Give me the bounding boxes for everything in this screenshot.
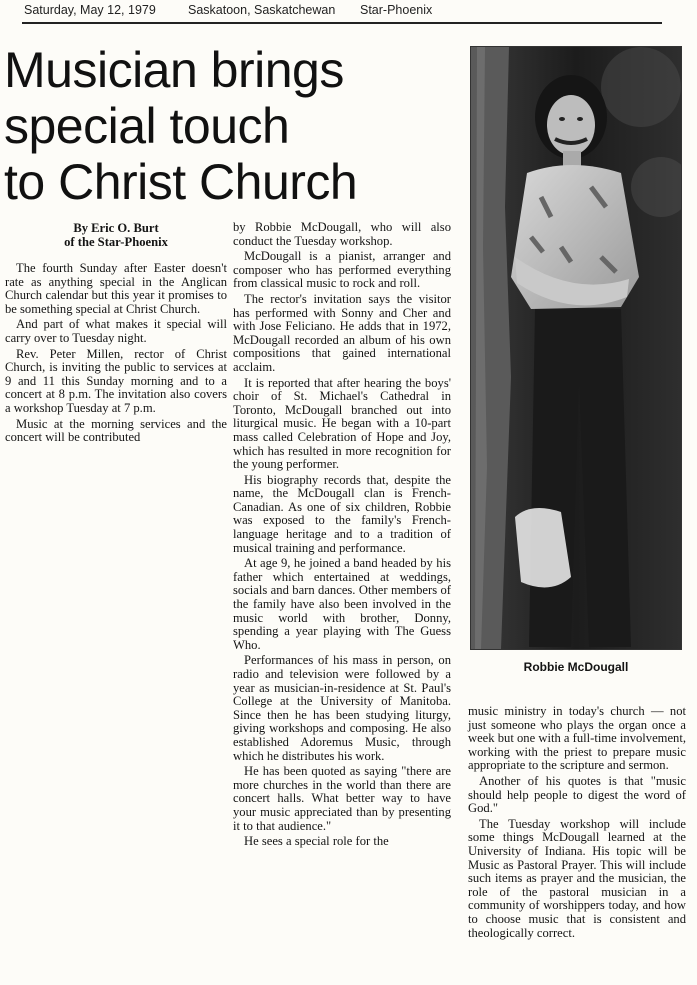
photo-caption: Robbie McDougall: [523, 660, 629, 674]
article-paragraph: Music at the morning services and the concert will be contributed: [5, 416, 227, 445]
article-paragraph: It is reported that after hearing the boys' choir of St. Michael's Cathedral in Toronto, McDougall branched out into liturgical music. He began with a 10-part mass called Celebration of Hope and Joy, which has resulted in more recognition for the young performer.: [233, 375, 451, 472]
article-paragraph: music ministry in today's church — not just someone who plays the organ once a week but one with a full-time involvement, working with the priest to prepare music appropriate to the scripture and sermon.: [468, 704, 686, 773]
article-column-3: [468, 705, 686, 942]
article-paragraph: Performances of his mass in person, on radio and television were followed by a year as musician-in-residence at St. Paul's College at the University of Manitoba. Since then he has been studying liturgy, giving workshops and composing. He also established Adoremus Music, through which he distributes his work.: [233, 653, 451, 763]
article-paragraph: He sees a special role for the: [244, 834, 389, 849]
article-paragraph: Another of his quotes is that "music should help people to digest the word of God.": [468, 773, 686, 816]
page-header: [22, 3, 662, 19]
header-location: Saskatoon, Saskatchewan: [188, 3, 336, 17]
article-paragraph: The rector's invitation says the visitor has performed with Sonny and Cher and with Jose Feliciano. He adds that in 1972, McDougall recorded an album of his own compositions that gained international acclaim.: [233, 291, 451, 374]
header-date: Saturday, May 12, 1979: [24, 3, 156, 17]
byline-affiliation: of the Star-Phoenix: [64, 235, 168, 249]
musician-photo: [470, 46, 682, 650]
article-paragraph: The fourth Sunday after Easter doesn't rate as anything special in the Anglican Church calendar but this year it promises to be something special at Christ Church.: [5, 261, 227, 316]
header-paper: Star-Phoenix: [360, 3, 433, 17]
byline: [5, 221, 227, 249]
article-paragraph: And part of what makes it special will carry over to Tuesday night.: [5, 317, 227, 345]
article-paragraph: by Robbie McDougall, who will also conduct the Tuesday workshop.: [233, 220, 451, 248]
article-paragraph: His biography records that, despite the name, the McDougall clan is French-Canadian. As one of six children, Robbie was exposed to the family's French-language heritage and to a tradition of musical training and performance.: [233, 472, 451, 555]
photo-illustration: [471, 47, 681, 649]
article-paragraph: At age 9, he joined a band headed by his father which entertained at weddings, socials and barn dances. Other members of the family have also been involved in the music world with brother, Donny, spending a year playing with The Guess Who.: [233, 556, 451, 652]
headline-line: special touch: [4, 98, 290, 154]
article-paragraph: Rev. Peter Millen, rector of Christ Church, is inviting the public to services at 9 and 11 this Sunday morning and to a concert at 8 p.m. The invitation also covers a workshop Tuesday at 7 p.m.: [5, 346, 227, 415]
article-column-1: [5, 262, 227, 447]
header-rule: [22, 22, 662, 24]
article-paragraph: The Tuesday workshop will include some things McDougall learned at the University of Indiana. His topic will be Music as Pastoral Prayer. This will include such items as prayer and the musician, the role of the pastoral musician in a community of worshippers today, and how to choose music that is consistent and theologically correct.: [468, 816, 686, 940]
headline-line: Musician brings: [4, 42, 344, 98]
byline-author: By Eric O. Burt: [73, 221, 159, 235]
headline: [4, 42, 464, 210]
article-column-2: [233, 221, 451, 851]
article-paragraph: McDougall is a pianist, arranger and composer who has performed everything from classical music to rock and roll.: [233, 249, 451, 291]
headline-line: to Christ Church: [4, 154, 358, 210]
article-paragraph: He has been quoted as saying "there are more churches in the world than there are concert halls. What better way to have your music appreciated than by presenting it to that audience.": [233, 764, 451, 833]
